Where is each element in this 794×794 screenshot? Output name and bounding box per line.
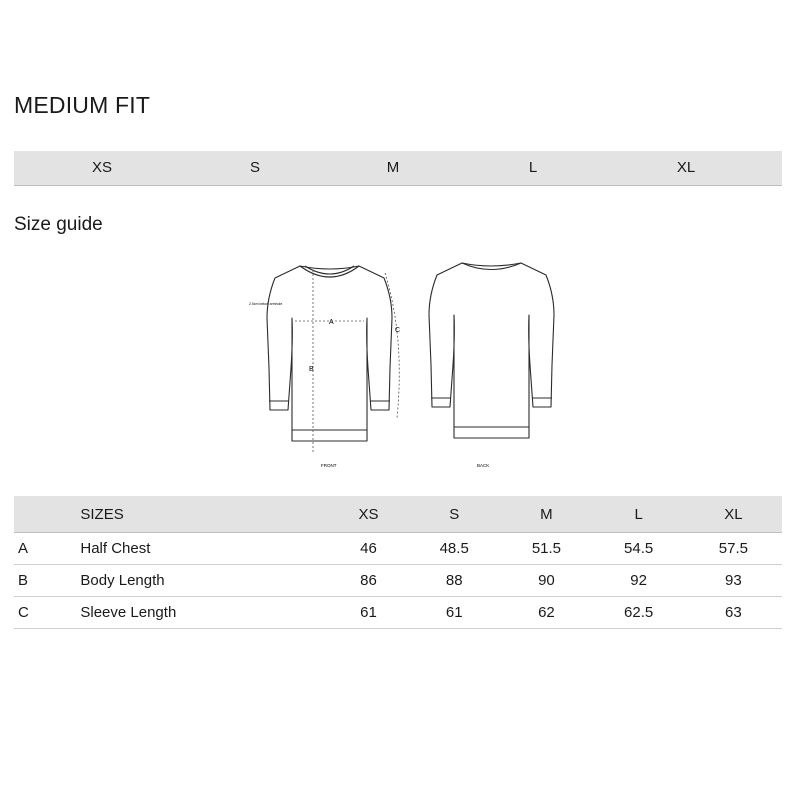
row-name: Body Length xyxy=(79,565,328,597)
row-name: Sleeve Length xyxy=(79,597,328,629)
size-bar-m: M xyxy=(386,159,400,176)
header-size-xs: XS xyxy=(329,496,408,533)
table-row xyxy=(14,597,782,629)
back-label: BACK xyxy=(477,463,490,468)
value-cell: 61 xyxy=(329,597,408,629)
front-sweatshirt-outline xyxy=(267,266,392,441)
value-cell: 51.5 xyxy=(500,533,592,565)
value-cell: 62.5 xyxy=(593,597,685,629)
header-size-xl: XL xyxy=(685,496,782,533)
row-key: C xyxy=(14,597,79,629)
value-cell: 90 xyxy=(500,565,592,597)
value-cell: 61 xyxy=(408,597,500,629)
table-header-row xyxy=(14,496,782,533)
measurements-table xyxy=(14,496,782,629)
header-size-s: S xyxy=(408,496,500,533)
table-row xyxy=(14,533,782,565)
row-key: B xyxy=(14,565,79,597)
value-cell: 46 xyxy=(329,533,408,565)
header-key-cell xyxy=(14,496,79,533)
measure-line-c xyxy=(385,273,399,418)
size-bar-xl: XL xyxy=(676,159,696,176)
value-cell: 86 xyxy=(329,565,408,597)
header-size-l: L xyxy=(593,496,685,533)
back-sweatshirt-outline xyxy=(429,263,554,438)
value-cell: 92 xyxy=(593,565,685,597)
value-cell: 57.5 xyxy=(685,533,782,565)
size-bar-l: L xyxy=(528,159,538,176)
garment-diagram xyxy=(245,258,565,473)
table-row xyxy=(14,565,782,597)
value-cell: 48.5 xyxy=(408,533,500,565)
point-a-label: A xyxy=(329,319,334,326)
header-size-m: M xyxy=(500,496,592,533)
size-bar-s: S xyxy=(249,159,261,176)
point-b-label: B xyxy=(309,366,314,373)
size-bar-xs: XS xyxy=(91,159,113,176)
size-bar xyxy=(14,151,782,186)
front-label: FRONT xyxy=(321,463,337,468)
point-c-label: C xyxy=(395,327,401,334)
size-guide-heading: Size guide xyxy=(14,214,103,235)
row-name: Half Chest xyxy=(79,533,328,565)
value-cell: 93 xyxy=(685,565,782,597)
page-title: MEDIUM FIT xyxy=(14,92,151,118)
row-key: A xyxy=(14,533,79,565)
value-cell: 62 xyxy=(500,597,592,629)
header-sizes-label: SIZES xyxy=(79,496,328,533)
armpit-note: 2.5cm below armhole xyxy=(249,302,283,306)
value-cell: 54.5 xyxy=(593,533,685,565)
value-cell: 63 xyxy=(685,597,782,629)
value-cell: 88 xyxy=(408,565,500,597)
